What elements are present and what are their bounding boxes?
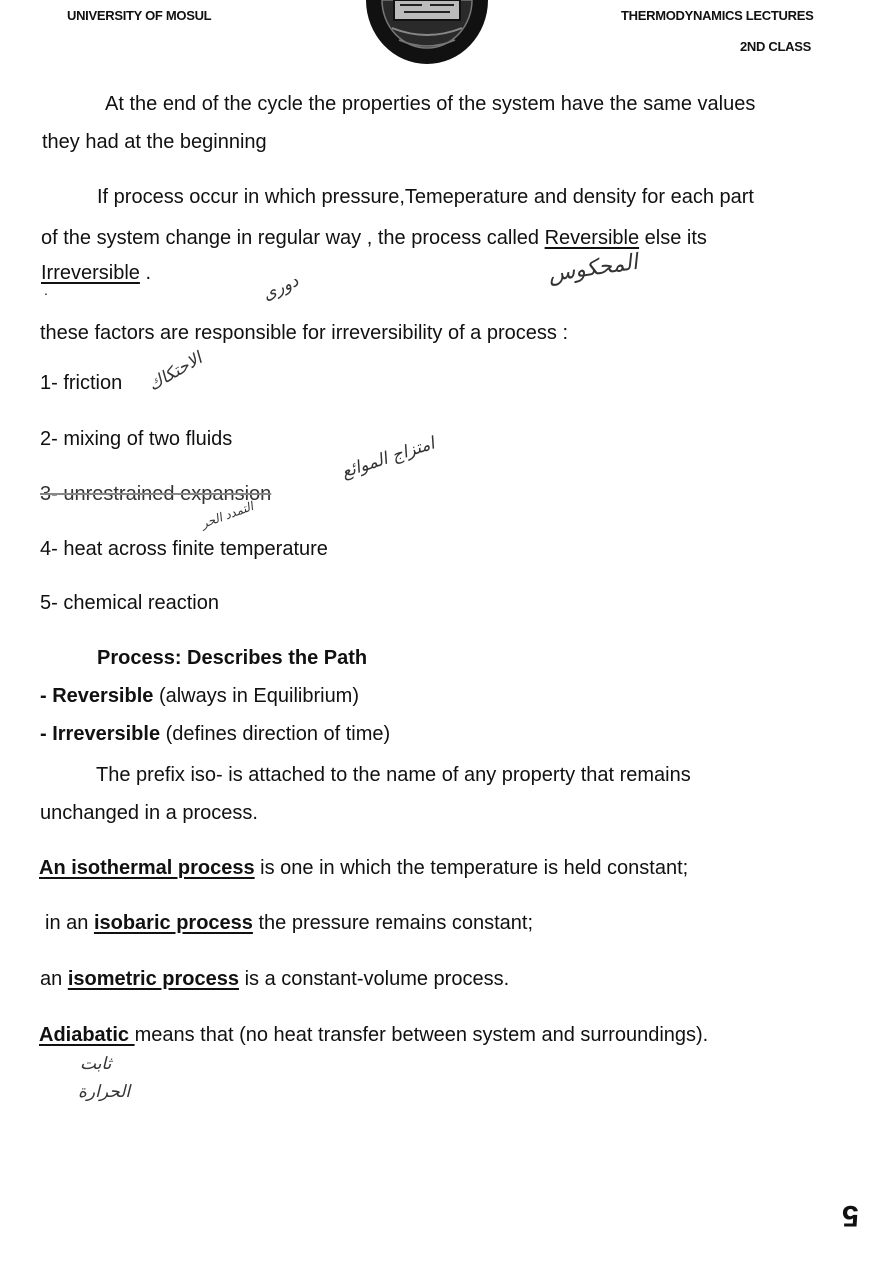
adiabatic-definition xyxy=(39,1024,708,1047)
reversible-text-prefix: of the system change in regular way , the process called xyxy=(41,227,545,249)
isobaric-rest: the pressure remains constant; xyxy=(252,912,534,934)
reversible-term: Reversible xyxy=(544,227,640,249)
reversible-bullet xyxy=(40,685,359,708)
isothermal-rest: is one in which the temperature is held constant; xyxy=(254,857,689,879)
iso-text-line2: unchanged in a process. xyxy=(40,802,258,824)
handwritten-note-heat: الحرارة xyxy=(78,1082,131,1102)
adiabatic-term: Adiabatic xyxy=(39,1024,135,1046)
isothermal-definition xyxy=(39,857,688,880)
isothermal-term: An isothermal process xyxy=(39,857,255,879)
factor-item: 2- mixing of two fluids xyxy=(40,428,233,450)
factor-item: 1- friction xyxy=(40,372,123,394)
factor-item: 3- unrestrained expansion xyxy=(40,483,272,505)
isometric-prefix: an xyxy=(40,968,68,990)
handwritten-note-mixing: امتزاج الموائع xyxy=(339,433,438,483)
reversible-text-line1: If process occur in which pressure,Temeperature and density for each part xyxy=(97,186,754,208)
irreversible-suffix: . xyxy=(139,262,152,284)
reversible-text-line2 xyxy=(41,227,707,250)
irreversible-label: - Irreversible xyxy=(40,723,161,745)
cycle-text-line2: they had at the beginning xyxy=(42,131,267,153)
irreversible-desc: (defines direction of time) xyxy=(160,723,391,745)
course-title: THERMODYNAMICS LECTURES xyxy=(621,8,814,23)
reversible-desc: (always in Equilibrium) xyxy=(153,685,360,707)
cycle-text-line1: At the end of the cycle the properties of the system have the same values xyxy=(105,93,756,115)
factor-item: 5- chemical reaction xyxy=(40,592,219,614)
iso-text-line1: The prefix iso- is attached to the name of any property that remains xyxy=(96,764,691,786)
university-seal xyxy=(364,0,490,70)
isobaric-prefix: in an xyxy=(45,912,94,934)
adiabatic-rest: means that (no heat transfer between system and surroundings). xyxy=(134,1024,709,1046)
reversible-text-suffix: else its xyxy=(639,227,707,249)
irreversible-term: Irreversible xyxy=(41,262,140,284)
isometric-definition xyxy=(40,968,509,991)
isobaric-definition xyxy=(45,912,533,935)
university-name: UNIVERSITY OF MOSUL xyxy=(67,8,212,23)
irreversible-line xyxy=(41,262,151,285)
factor-item: 4- heat across finite temperature xyxy=(40,538,328,560)
stray-dot: . xyxy=(44,282,48,298)
isometric-rest: is a constant-volume process. xyxy=(239,968,510,990)
factors-intro: these factors are responsible for irreversibility of a process : xyxy=(40,322,568,344)
handwritten-note-free-expansion: التمدد الحر xyxy=(199,499,256,531)
process-heading: Process: Describes the Path xyxy=(97,647,368,669)
irreversible-bullet xyxy=(40,723,390,746)
page-number: 5 xyxy=(842,1199,859,1232)
isobaric-term: isobaric process xyxy=(93,912,253,934)
handwritten-note-reversible: المحكوس xyxy=(546,249,640,288)
handwritten-note-fixed: ثابت xyxy=(80,1054,112,1074)
handwritten-note-periodic: دورى xyxy=(259,271,302,305)
class-level: 2ND CLASS xyxy=(740,39,811,54)
reversible-label: - Reversible xyxy=(40,685,154,707)
isometric-term: isometric process xyxy=(67,968,240,990)
handwritten-note-friction: الاحتكاك xyxy=(144,348,206,396)
